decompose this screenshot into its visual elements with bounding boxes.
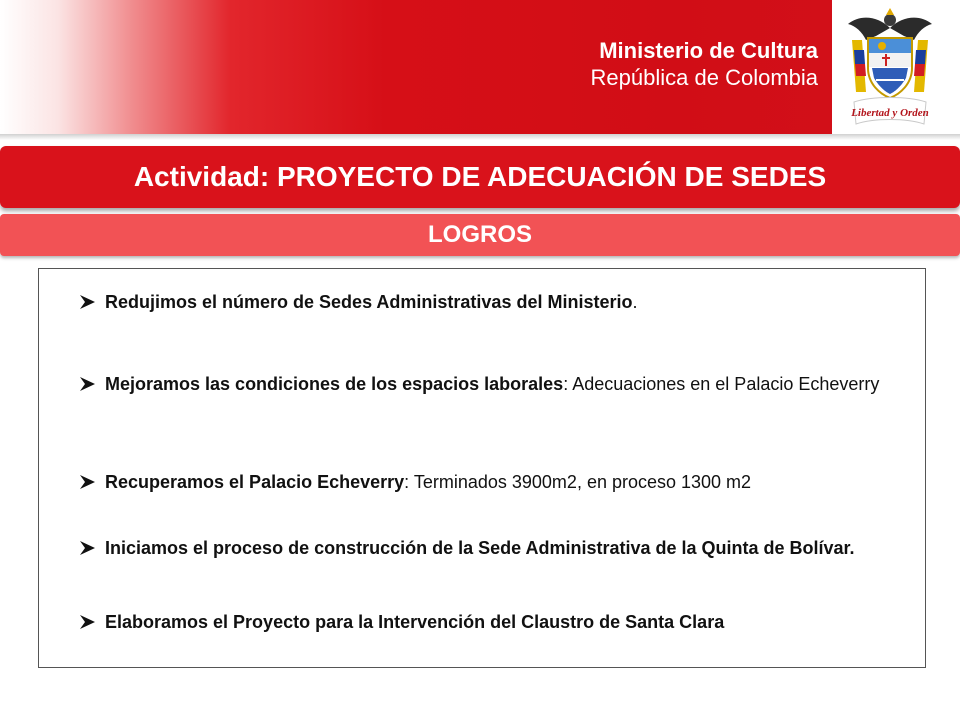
arrow-bullet-icon bbox=[79, 474, 97, 490]
list-item-bold: Elaboramos el Proyecto para la Intervención del Claustro de Santa Clara bbox=[105, 612, 725, 632]
ministry-name: Ministerio de Cultura bbox=[599, 38, 818, 63]
list-item bbox=[79, 471, 907, 493]
list-item-text: . bbox=[632, 292, 638, 312]
achievements-box bbox=[38, 268, 926, 668]
list-item-bold: Iniciamos el proceso de construcción de la Sede Administrativa de la Quinta de Bolívar. bbox=[105, 538, 855, 558]
list-item bbox=[79, 537, 907, 559]
activity-title: Actividad: PROYECTO DE ADECUACIÓN DE SEDES bbox=[0, 146, 960, 208]
section-heading: LOGROS bbox=[0, 214, 960, 256]
list-item-text: : Terminados 3900m2, en proceso 1300 m2 bbox=[404, 472, 752, 492]
ministry-heading bbox=[591, 38, 818, 92]
header-shadow bbox=[0, 134, 960, 140]
list-item bbox=[79, 611, 907, 633]
list-item bbox=[79, 291, 907, 313]
list-item-bold: Redujimos el número de Sedes Administrativas del Ministerio bbox=[105, 292, 633, 312]
country-name: República de Colombia bbox=[590, 65, 818, 90]
arrow-bullet-icon bbox=[79, 614, 97, 630]
arrow-bullet-icon bbox=[79, 540, 97, 556]
list-item-bold: Mejoramos las condiciones de los espacios laborales bbox=[105, 374, 564, 394]
list-item-bold: Recuperamos el Palacio Echeverry bbox=[105, 472, 405, 492]
list-item bbox=[79, 373, 907, 395]
arrow-bullet-icon bbox=[79, 294, 97, 310]
colombia-coat-of-arms-icon bbox=[842, 6, 938, 130]
arrow-bullet-icon bbox=[79, 376, 97, 392]
list-item-text: : Adecuaciones en el Palacio Echeverry bbox=[563, 374, 880, 394]
svg-text:Libertad y Orden: Libertad y Orden bbox=[851, 107, 929, 119]
